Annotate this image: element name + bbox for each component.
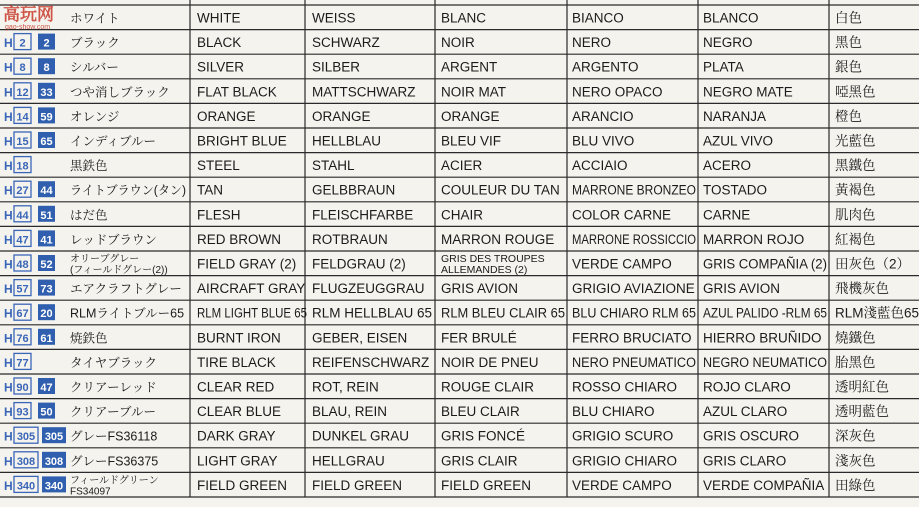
enamel-code: 57 — [16, 283, 29, 296]
english-name: AIRCRAFT GRAY — [197, 281, 306, 297]
italian-name: ARANCIO — [572, 108, 634, 124]
watermark-brand: 高玩网 — [3, 5, 54, 25]
enamel-code: 27 — [16, 185, 29, 198]
french-name: BLEU VIF — [441, 133, 502, 149]
japanese-name: RLMライトブルー65 — [70, 306, 185, 321]
enamel-code: 18 — [16, 160, 29, 173]
japanese-name: エアクラフトグレー — [70, 282, 182, 297]
italian-name: FERRO BRUCIATO — [572, 330, 692, 346]
german-name: GEBER, EISEN — [312, 330, 408, 346]
italian-name: BLU VIVO — [572, 133, 635, 149]
acrylic-code: 41 — [40, 234, 53, 247]
acrylic-code: 340 — [44, 480, 64, 493]
watermark-logo — [3, 4, 54, 31]
watermark-url: gao-show.com — [5, 24, 51, 31]
hobby-color-prefix: H — [4, 232, 13, 247]
hobby-color-prefix: H — [4, 454, 13, 469]
italian-name: GRIGIO SCURO — [572, 428, 674, 444]
english-name: BLACK — [197, 35, 242, 51]
french-name: GRIS AVION — [441, 281, 519, 297]
english-name: CLEAR RED — [197, 379, 275, 395]
french-name: NOIR — [441, 35, 475, 51]
spanish-name: ACERO — [703, 158, 752, 174]
chinese-name: 啞黑色 — [835, 84, 876, 100]
japanese-name: 焼鉄色 — [70, 331, 108, 346]
hobby-color-prefix: H — [4, 306, 13, 321]
french-name: ROUGE CLAIR — [441, 379, 535, 395]
german-name: RLM HELLBLAU 65 — [312, 305, 433, 321]
hobby-color-prefix: H — [4, 331, 13, 346]
hobby-color-prefix: H — [4, 183, 13, 198]
spanish-name: MARRON ROJO — [703, 231, 805, 247]
spanish-name: NEGRO MATE — [703, 84, 793, 100]
italian-name: NERO PNEUMATICO — [572, 354, 696, 370]
french-name: MARRON ROUGE — [441, 231, 555, 247]
japanese-name: インディブルー — [70, 134, 157, 149]
chinese-name: 田灰色（2） — [835, 256, 911, 272]
hobby-color-prefix: H — [4, 380, 13, 395]
english-name: FLAT BLACK — [197, 84, 277, 100]
enamel-code: 305 — [16, 431, 36, 444]
chinese-name: 透明紅色 — [835, 379, 889, 395]
acrylic-code: 44 — [40, 185, 53, 198]
german-name: FLEISCHFARBE — [312, 207, 414, 223]
chinese-name: 光藍色 — [835, 133, 876, 149]
english-name: FIELD GREEN — [197, 477, 288, 493]
japanese-name: (フィールドグレー(2)) — [70, 265, 168, 276]
enamel-code: 44 — [16, 209, 29, 222]
english-name: FLESH — [197, 207, 241, 223]
japanese-name: クリアーレッド — [70, 380, 157, 395]
italian-name: GRIGIO CHIARO — [572, 453, 678, 469]
chinese-name: 肌肉色 — [835, 207, 876, 223]
french-name: GRIS DES TROUPES — [441, 253, 545, 265]
german-name: WEISS — [312, 10, 356, 26]
spanish-name: AZUL VIVO — [703, 133, 774, 149]
japanese-name: グレーFS36375 — [70, 454, 159, 469]
japanese-name: はだ色 — [70, 208, 108, 223]
hobby-color-prefix: H — [4, 355, 13, 370]
acrylic-code: 308 — [44, 455, 64, 468]
enamel-code: 14 — [16, 111, 29, 124]
spanish-name: BLANCO — [703, 10, 759, 26]
french-name: FIELD GREEN — [441, 477, 532, 493]
french-name: COULEUR DU TAN — [441, 182, 560, 198]
german-name: FELDGRAU (2) — [312, 256, 406, 272]
hobby-color-prefix: H — [4, 478, 13, 493]
japanese-name: ブラック — [70, 36, 120, 51]
hobby-color-prefix: H — [4, 282, 13, 297]
german-name: FIELD GREEN — [312, 477, 403, 493]
italian-name: MARRONE ROSSICCIO — [572, 231, 696, 247]
english-name: TAN — [197, 182, 223, 198]
german-name: FLUGZEUGGRAU — [312, 281, 425, 297]
acrylic-code: 305 — [44, 431, 64, 444]
enamel-code: 2 — [19, 37, 26, 50]
japanese-name: 黒鉄色 — [70, 159, 108, 174]
enamel-code: 47 — [16, 234, 29, 247]
italian-name: NERO — [572, 35, 612, 51]
japanese-name: タイヤブラック — [70, 355, 158, 370]
english-name: DARK GRAY — [197, 428, 276, 444]
hobby-color-prefix: H — [4, 429, 13, 444]
japanese-name: FS34097 — [70, 486, 111, 498]
enamel-code: 308 — [16, 455, 36, 468]
japanese-name: レッドブラウン — [70, 232, 158, 247]
french-name: FER BRULÉ — [441, 330, 517, 346]
chinese-name: 飛機灰色 — [835, 281, 889, 297]
english-name: STEEL — [197, 158, 240, 174]
chinese-name: 白色 — [835, 10, 862, 26]
chinese-name: 燒鐵色 — [835, 330, 876, 346]
italian-name: ROSSO CHIARO — [572, 379, 678, 395]
italian-name: BIANCO — [572, 10, 624, 26]
french-name: NOIR MAT — [441, 84, 506, 100]
english-name: CLEAR BLUE — [197, 404, 282, 420]
french-name: GRIS CLAIR — [441, 453, 518, 469]
acrylic-code: 20 — [40, 308, 53, 321]
japanese-name: シルバー — [70, 60, 119, 75]
italian-name: ARGENTO — [572, 59, 639, 75]
german-name: MATTSCHWARZ — [312, 84, 416, 100]
hobby-color-prefix: H — [4, 405, 13, 420]
enamel-code: 77 — [16, 357, 29, 370]
enamel-code: 48 — [16, 259, 29, 271]
german-name: STAHL — [312, 158, 355, 174]
spanish-name: NARANJA — [703, 108, 767, 124]
hobby-color-prefix: H — [4, 159, 13, 174]
english-name: BURNT IRON — [197, 330, 281, 346]
french-name: NOIR DE PNEU — [441, 354, 539, 370]
spanish-name: GRIS OSCURO — [703, 428, 800, 444]
japanese-name: ホワイト — [70, 11, 120, 26]
italian-name: MARRONE BRONZEO — [572, 182, 696, 198]
acrylic-code: 2 — [43, 37, 50, 50]
spanish-name: GRIS COMPAÑIA (2) — [703, 256, 827, 272]
acrylic-code: 51 — [40, 209, 53, 222]
japanese-name: オリーブグレー — [70, 254, 140, 265]
spanish-name: HIERRO BRUÑIDO — [703, 330, 822, 346]
german-name: BLAU, REIN — [312, 404, 388, 420]
italian-name: GRIGIO AVIAZIONE — [572, 281, 695, 297]
french-name: GRIS FONCÉ — [441, 428, 526, 444]
japanese-name: フィールドグリーン — [70, 475, 159, 487]
chinese-name: 胎黑色 — [835, 354, 876, 370]
acrylic-code: 61 — [40, 332, 53, 345]
spanish-name: CARNE — [703, 207, 751, 223]
acrylic-code: 47 — [40, 382, 53, 394]
spanish-name: NEGRO NEUMATICO — [703, 354, 827, 370]
acrylic-code: 65 — [40, 136, 53, 148]
enamel-code: 93 — [16, 406, 29, 419]
enamel-code: 90 — [16, 382, 29, 394]
japanese-name: クリアーブルー — [70, 405, 157, 420]
chinese-name: 橙色 — [835, 108, 862, 124]
italian-name: ACCIAIO — [572, 158, 628, 174]
french-name: ARGENT — [441, 59, 498, 75]
german-name: ROT, REIN — [312, 379, 379, 395]
acrylic-code: 73 — [40, 283, 53, 296]
spanish-name: TOSTADO — [703, 182, 768, 198]
acrylic-code: 33 — [40, 86, 53, 99]
enamel-code: 12 — [16, 86, 29, 99]
english-name: FIELD GRAY (2) — [197, 256, 297, 272]
chinese-name: 黃褐色 — [835, 182, 876, 198]
italian-name: COLOR CARNE — [572, 207, 672, 223]
spanish-name: VERDE COMPAÑIA — [703, 477, 825, 493]
spanish-name: AZUL CLARO — [703, 404, 788, 420]
german-name: GELBBRAUN — [312, 182, 396, 198]
hobby-color-prefix: H — [4, 85, 13, 100]
german-name: SILBER — [312, 59, 361, 75]
japanese-name: グレーFS36118 — [70, 429, 158, 444]
german-name: HELLGRAU — [312, 453, 385, 469]
hobby-color-prefix: H — [4, 208, 13, 223]
french-name: BLANC — [441, 10, 487, 26]
italian-name: BLU CHIARO RLM 65 — [572, 305, 696, 321]
hobby-color-prefix: H — [4, 134, 13, 149]
spanish-name: NEGRO — [703, 35, 753, 51]
french-name: RLM BLEU CLAIR 65 — [441, 305, 565, 321]
english-name: RED BROWN — [197, 231, 281, 247]
german-name: HELLBLAU — [312, 133, 382, 149]
english-name: LIGHT GRAY — [197, 453, 278, 469]
acrylic-code: 50 — [40, 406, 53, 419]
enamel-code: 67 — [16, 308, 29, 321]
hobby-color-prefix: H — [4, 60, 13, 75]
spanish-name: GRIS CLARO — [703, 453, 787, 469]
enamel-code: 340 — [16, 480, 36, 493]
chinese-name: 深灰色 — [835, 428, 876, 444]
german-name: REIFENSCHWARZ — [312, 354, 430, 370]
english-name: RLM LIGHT BLUE 65 — [197, 305, 307, 321]
hobby-color-prefix: H — [4, 36, 13, 51]
chinese-name: 透明藍色 — [835, 404, 889, 420]
enamel-code: 76 — [16, 332, 29, 345]
spanish-name: PLATA — [703, 59, 744, 75]
french-name: BLEU CLAIR — [441, 404, 520, 420]
japanese-name: オレンジ — [70, 109, 120, 124]
italian-name: VERDE CAMPO — [572, 477, 672, 493]
german-name: ORANGE — [312, 108, 371, 124]
italian-name: VERDE CAMPO — [572, 256, 672, 272]
english-name: BRIGHT BLUE — [197, 133, 287, 149]
spanish-name: GRIS AVION — [703, 281, 781, 297]
chinese-name: 紅褐色 — [835, 231, 876, 247]
acrylic-code: 8 — [43, 62, 50, 75]
enamel-code: 8 — [19, 62, 26, 75]
japanese-name: つや消しブラック — [70, 85, 170, 100]
japanese-name: ライトブラウン(タン) — [70, 183, 186, 198]
english-name: SILVER — [197, 59, 245, 75]
english-name: WHITE — [197, 10, 241, 26]
chinese-name: 銀色 — [835, 59, 862, 75]
hobby-color-prefix: H — [4, 257, 13, 272]
french-name: ORANGE — [441, 108, 500, 124]
hobby-color-prefix: H — [4, 109, 13, 124]
chinese-name: 黑色 — [835, 35, 862, 51]
acrylic-code: 52 — [40, 259, 53, 271]
french-name: CHAIR — [441, 207, 484, 223]
spanish-name: AZUL PALIDO -RLM 65 — [703, 305, 827, 321]
acrylic-code: 59 — [40, 111, 53, 124]
german-name: DUNKEL GRAU — [312, 428, 410, 444]
spanish-name: ROJO CLARO — [703, 379, 791, 395]
french-name: ALLEMANDES (2) — [441, 264, 528, 276]
italian-name: NERO OPACO — [572, 84, 663, 100]
english-name: ORANGE — [197, 108, 256, 124]
chinese-name: 黑鐵色 — [835, 158, 876, 174]
german-name: ROTBRAUN — [312, 231, 388, 247]
chinese-name: 田綠色 — [835, 477, 876, 493]
italian-name: BLU CHIARO — [572, 404, 655, 420]
english-name: TIRE BLACK — [197, 354, 276, 370]
chinese-name: RLM淺藍色65 — [835, 305, 919, 321]
german-name: SCHWARZ — [312, 35, 380, 51]
chinese-name: 淺灰色 — [835, 453, 876, 469]
enamel-code: 15 — [16, 136, 29, 148]
french-name: ACIER — [441, 158, 483, 174]
